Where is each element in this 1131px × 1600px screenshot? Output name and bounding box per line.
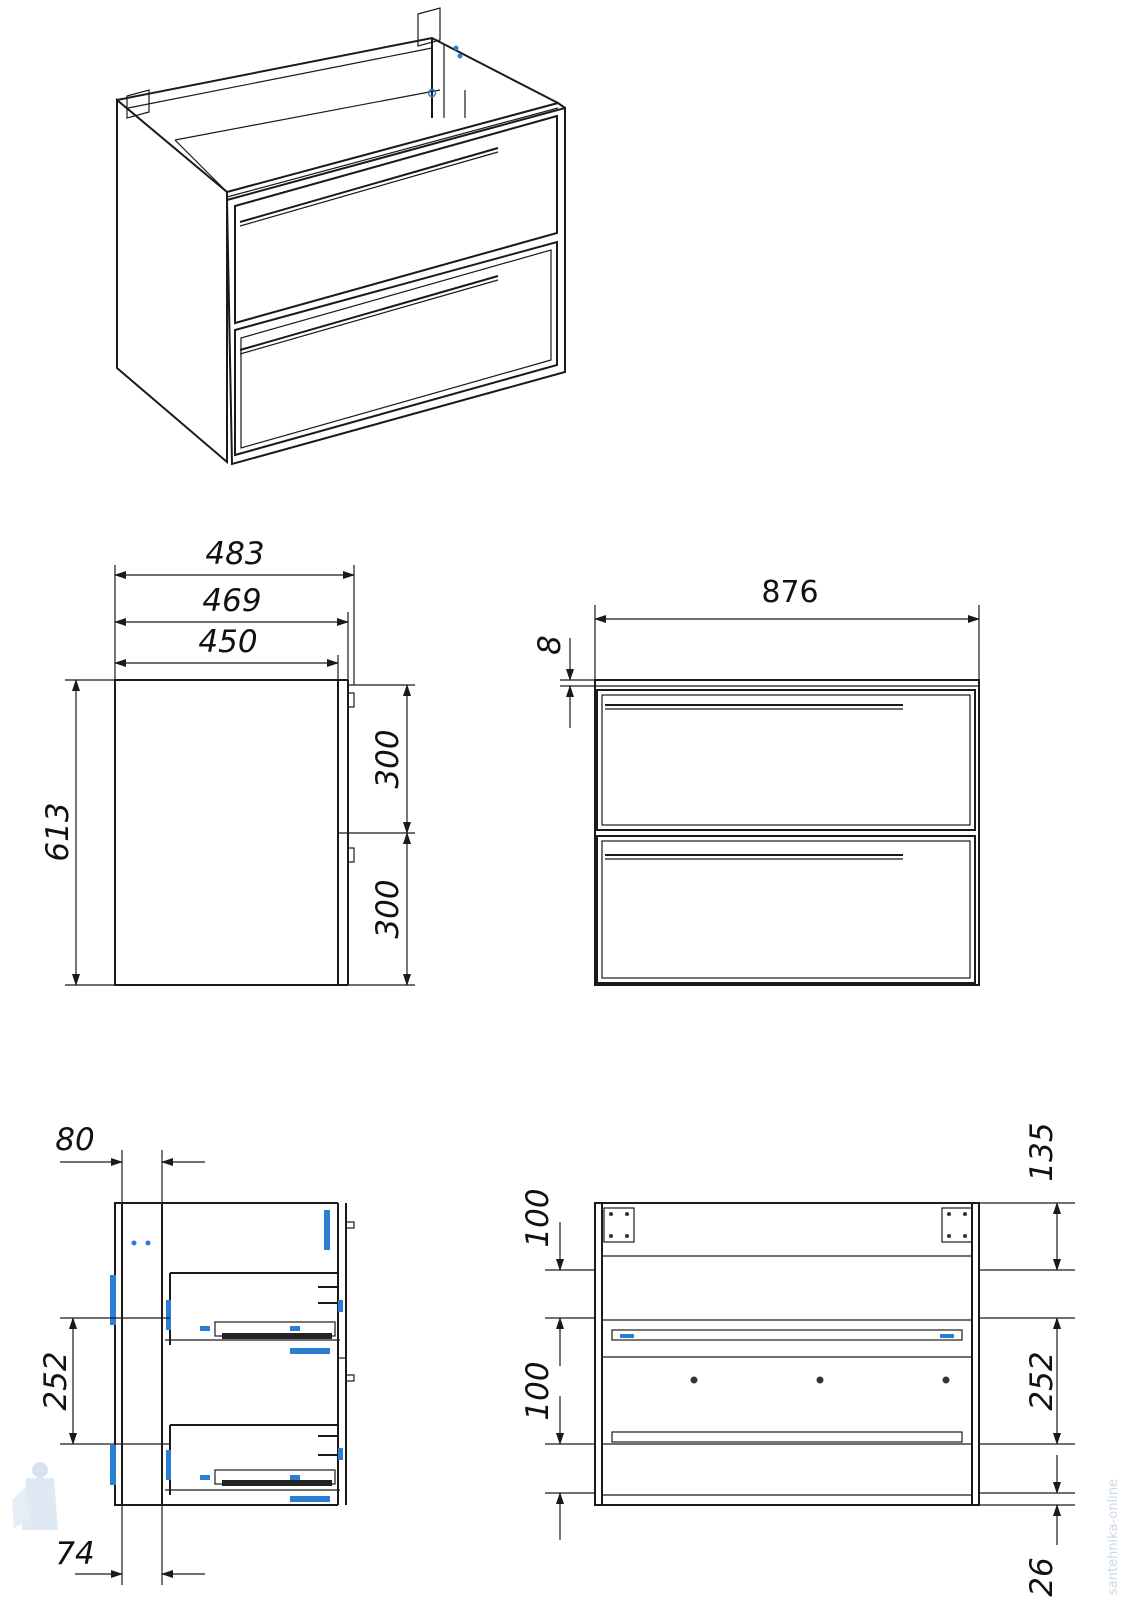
isometric-view [117, 8, 565, 464]
dim-mount-top: 135 [1024, 1122, 1060, 1182]
dim-side-offset-bottom: 74 [55, 1536, 95, 1572]
dim-depth-total: 483 [205, 536, 265, 572]
rear-view [520, 1122, 1075, 1596]
dim-bottom-gap: 26 [1024, 1557, 1060, 1597]
dim-drawer-height-top: 300 [370, 729, 406, 789]
dim-top-gap: 8 [532, 635, 568, 655]
screw-hole-icon [458, 54, 463, 59]
dim-width-total: 876 [761, 575, 819, 610]
dim-mount-offset-lower: 100 [520, 1361, 556, 1421]
dim-depth-body: 450 [198, 624, 258, 660]
dim-side-offset-top: 80 [55, 1122, 95, 1158]
dim-drawer-height-bottom: 300 [370, 879, 406, 939]
dim-depth-body-front: 469 [202, 583, 262, 619]
dim-rail-spacing-front: 252 [1024, 1351, 1060, 1411]
side-view [40, 536, 415, 985]
dim-height-total: 613 [40, 802, 76, 862]
dim-slide-spacing-side: 252 [38, 1351, 74, 1411]
watermark [12, 1462, 1121, 1595]
dim-mount-offset-upper: 100 [520, 1188, 556, 1248]
watermark-text: santehnika-online [1106, 1478, 1121, 1595]
front-view [532, 575, 979, 985]
section-view [38, 1122, 354, 1585]
screw-hole-icon [454, 46, 459, 51]
plumber-logo-icon [12, 1462, 58, 1530]
